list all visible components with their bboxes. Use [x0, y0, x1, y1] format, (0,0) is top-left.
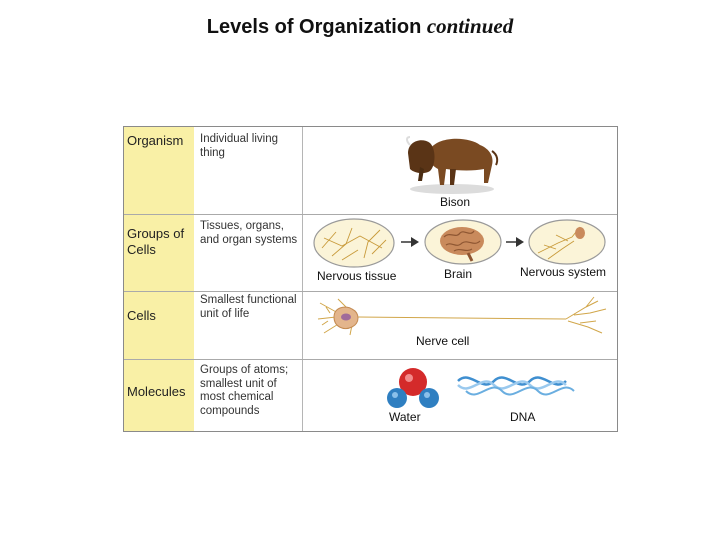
- row-organism: [124, 127, 617, 215]
- bison-illustration: [400, 131, 500, 197]
- brain-illustration: [424, 219, 502, 265]
- level-cells: Cells: [127, 308, 156, 323]
- water-molecule-illustration: [387, 366, 441, 412]
- level-organism: Organism: [127, 133, 184, 148]
- description-groups-of-cells: Tissues, organs, and organ systems: [200, 220, 298, 246]
- arrow-icon: [506, 235, 526, 249]
- title-suffix: continued: [426, 14, 514, 38]
- title-main: Levels of Organization: [206, 16, 422, 38]
- description-cells: Smallest functional unit of life: [200, 294, 297, 320]
- nervous-system-illustration: [528, 219, 606, 265]
- page-title: [0, 14, 720, 39]
- nervous-tissue-illustration: [312, 218, 396, 268]
- nerve-cell-illustration: [316, 297, 608, 337]
- level-groups-of-cells: Groups of Cells: [127, 226, 185, 257]
- arrow-icon: [401, 235, 421, 249]
- caption-dna: DNA: [510, 410, 536, 424]
- description-molecules: Groups of atoms; smallest unit of most chemical compounds: [200, 364, 289, 417]
- caption-nervous-tissue: Nervous tissue: [317, 269, 397, 283]
- level-molecules: Molecules: [127, 384, 186, 399]
- caption-nervous-system: Nervous system: [520, 265, 607, 279]
- caption-bison: Bison: [440, 195, 471, 209]
- caption-brain: Brain: [444, 267, 473, 281]
- description-organism: Individual living thing: [200, 133, 278, 159]
- dna-illustration: [458, 371, 576, 411]
- caption-nerve-cell: Nerve cell: [416, 334, 470, 348]
- caption-water: Water: [389, 410, 421, 424]
- levels-table: [123, 126, 618, 432]
